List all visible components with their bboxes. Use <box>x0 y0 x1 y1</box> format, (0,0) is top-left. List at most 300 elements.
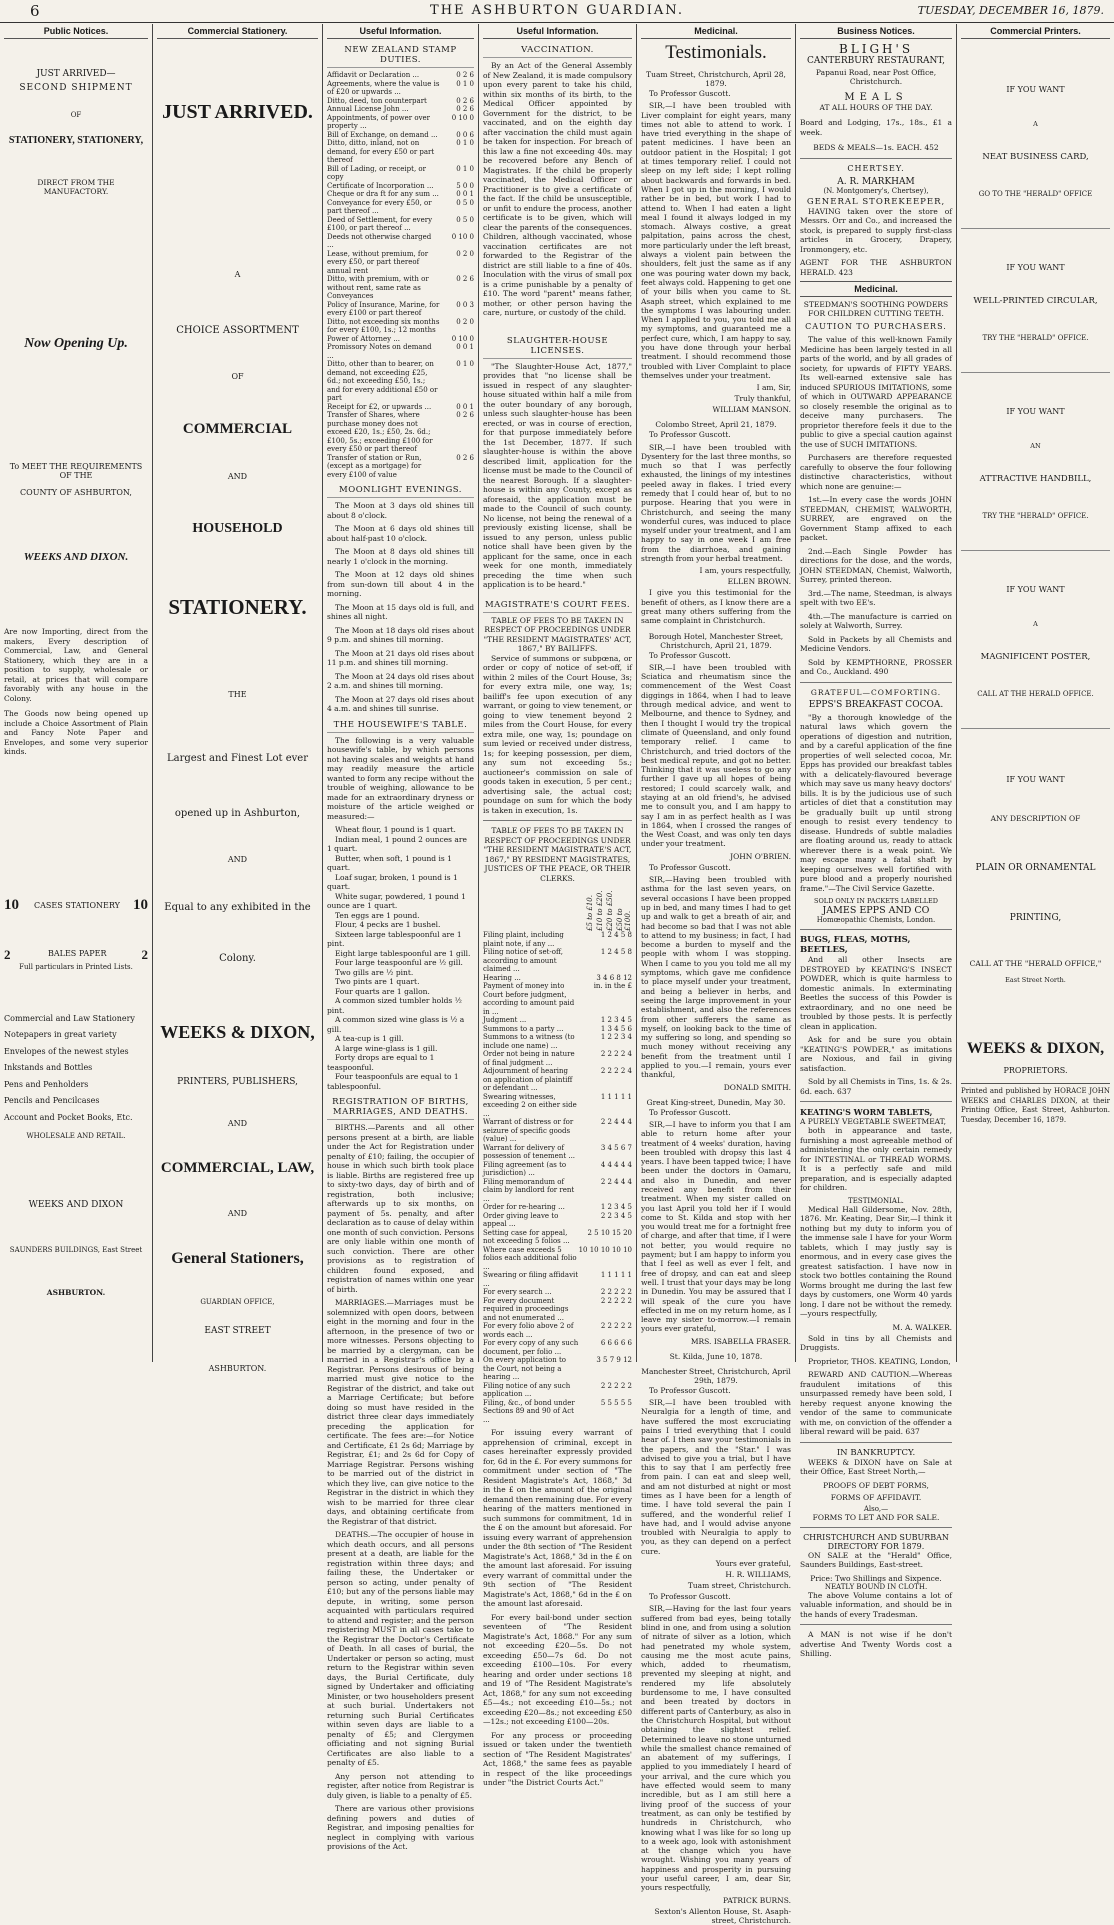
stamp-row <box>327 105 474 114</box>
fee-table-headings <box>483 887 632 931</box>
testimonial-location: Manchester Street, Christchurch, April 29th, 1879. <box>641 1366 791 1385</box>
ad-body-text: Proprietor, THOS. KEATING, London, <box>808 1356 951 1366</box>
stationery-item: Pencils and Pencilcases <box>4 1096 100 1105</box>
ad-line: AGENT FOR THE ASHBURTON HERALD. 423 <box>800 258 952 277</box>
notice-line: SECOND SHIPMENT <box>19 83 133 93</box>
testimonial-name: WILLIAM MANSON. <box>712 405 791 415</box>
stamp-value: 0 0 1 <box>456 190 474 198</box>
stamp-value: 0 2 6 <box>456 96 474 105</box>
testimonial-name: MRS. ISABELLA FRASER. <box>690 1336 791 1346</box>
fee-values: 4 4 4 4 4 <box>600 1160 632 1169</box>
mag-footer-3: For any process or proceeding issued or taken under the twentieth section of "The Resident Magistrates' Act, 1868," the same fees as payable in respect of the like proceedings under "the District Courts Act." <box>483 1730 632 1787</box>
fee-values: 2 5 10 15 20 <box>587 1228 632 1237</box>
testimonial-body: SIR,—I have been troubled with Dysentery for the last three months, so much so that I was perfectly exhausted, the linings of my intestines peeled away in flakes. I tried every remedy that I could hear of, but to no purpose. Hearing that you were in Christchurch, and seeing the many wonderful cures, was induced to place myself under your treatment, and I am happy to say in one week I am free from the diarrhoea, and gaining strength from your herbal treatment. <box>641 442 791 564</box>
printing-ad <box>961 85 1110 229</box>
fee-row <box>483 1297 632 1323</box>
divider <box>800 1101 952 1102</box>
ad-body-text: 2nd.—Each Single Powder has directions for the dose, and the words, JOHN STEEDMAN, Chemist, Walworth, Surrey, printed thereon. <box>800 546 952 584</box>
ad-body-text: HAVING taken over the store of Messrs. Orr and Co., and increased the stock, is prepared to supply first-class articles in Grocery, Drapery, Ironmongery, etc. <box>800 206 952 254</box>
registration-births: BIRTHS.—Parents and all other persons present at a birth, are liable under the Act for Registration under penalty of £10; failing, the occupier of house in which such birth took place is liable. Births are registered free up to sixty-two days, day of birth and of registration, both inclusive; afterwards up to six months, on payment of 5s. penalty, and after declaration as to cause of delay within one month of such conviction. Persons are only liable within one month of such conviction. There are other provisions as to registration of children found exposed, and registration of names within one year of birth. <box>327 1123 474 1294</box>
ad-if: IF YOU WANT <box>1006 585 1065 594</box>
ad-line: OF <box>231 372 244 381</box>
testimonial-body: SIR,—Having for the last four years suffered from bad eyes, being totally blind in one, and from using a solution of nitrate of silver as a lotion, which had penetrated my whole system, causing me the most acute pains, which, added to rheumatism, prevented my sleeping at night, and rendered my life absolutely burdensome to me, I have consulted and been treated by doctors in different parts of Canterbury, as also in the Christchurch Hospital, but without obtaining the slightest relief. Determined to leave no stone unturned while the smallest chance remained of an abatement of my sufferings, I applied to you immediately I heard of your arrival, and the cure which you have effected would seem to many incredible, but as I am still here a living proof of the success of your treatment, as can only be testified by hundreds in Christchurch, who knowing what I was like for so long up to a week ago, look with astonishment at the change which you have wrought. Wishing you many years of happiness and prosperity in pursuing your useful career, I am, dear Sir, yours respectfully, <box>641 1604 791 1893</box>
mag-footer <box>483 1428 632 1788</box>
fee-values: 1 1 1 1 1 <box>600 1092 632 1101</box>
ad-line: PROPRIETORS. <box>1003 1066 1068 1075</box>
fee-values: 2 2 3 4 5 <box>600 1211 632 1220</box>
stationery-item: Pens and Penholders <box>4 1079 89 1089</box>
ad-body-text: The value of this well-known Family Medicine has been largely tested in all parts of the world, and by all grades of society, for upwards of FIFTY YEARS. Its well-earned extensive sale has induced SPURIOUS IMITATIONS, some of which in OUTWARD APPEARANCE so closely resemble the original as to deceive many purchasers. The proprietor therefore feels it due to the public to give a special caution against the use of SUCH IMITATIONS. <box>800 335 952 449</box>
ad-line: CHOICE ASSORTMENT <box>176 325 299 336</box>
housewife-item: Flour, 4 pecks are 1 bushel. <box>335 920 441 929</box>
testimonial-to: To Professor Guscott. <box>649 1107 731 1117</box>
stamp-value: 0 2 6 <box>456 71 474 79</box>
fee-item: Filing notice of any such application ... <box>483 1381 571 1398</box>
ad-line: opened up in Ashburton, <box>174 808 301 819</box>
fee-item: Filing notice of set-off, according to amount claimed ... <box>483 948 563 973</box>
notice-line: DIRECT FROM THE MANUFACTORY. <box>37 178 115 196</box>
stamp-item: Affidavit or Declaration ... <box>327 71 420 79</box>
notice-line: WHOLESALE AND RETAIL. <box>26 1132 126 1140</box>
notice-line: OF <box>70 111 82 119</box>
fee-values: 1 2 4 5 8 <box>600 948 632 956</box>
ad-line: A PURELY VEGETABLE SWEETMEAT, <box>800 1117 946 1126</box>
fee-table-title: TABLE OF FEES TO BE TAKEN IN RESPECT OF PROCEEDINGS UNDER "THE RESIDENT MAGISTRATE'S ACT, 1867," BY RESIDENT MAGISTRATES, JUSTICES OF THE PEACE, OR THEIR CLERKS. <box>483 826 632 883</box>
housewife-item: Sixteen large tablespoonful are 1 pint. <box>327 929 462 948</box>
testimonial-body: SIR,—Having been troubled with asthma for the last seven years, on several occasions I have been propped up in bed, and many times I had to get up and walk to get a breath of air, and had become so bad that I was not able to attend to my business; in fact, I had become a burden to myself and the people with whom I was stopping. When I came to you you told me all my symptoms, which gave me confidence to place myself under your treatment, and being a believer in herbs, and seeing the large improvement in your establishment, and also the references from other sufferers the same as myself, on looking back to the time of my suffering so long, and spending so much money without receiving any benefit from the treatment until I applied to you.—I remain, yours ever thankful, <box>641 875 791 1080</box>
ad-heading: COMMERCIAL <box>182 421 293 437</box>
ad-body-text: ON SALE at the "Herald" Office, Saunders Buildings, East-street. <box>800 1550 952 1569</box>
fee-heading: £5 to £10. <box>586 895 594 931</box>
fee-values: 1 3 4 5 6 <box>600 1024 632 1033</box>
stamp-row <box>327 80 474 97</box>
moon-item: The Moon at 12 days old shines from sun-down till about 4 in the morning. <box>327 570 474 598</box>
fee-values: 2 2 4 4 4 <box>600 1118 632 1126</box>
fee-row <box>483 1271 632 1288</box>
ad-go: CALL AT THE HERALD OFFICE. <box>977 690 1094 698</box>
stamp-item: Ditto, other than to bearer, on demand, not exceeding £25, 6d.; not exceeding £50, 1s.; and for every additional £50 or part <box>327 360 438 402</box>
ad-line: AT ALL HOURS OF THE DAY. <box>819 103 933 112</box>
fee-values: 2 2 2 2 2 <box>600 1296 632 1305</box>
stationery-item: Envelopes of the newest styles <box>4 1046 129 1056</box>
column-medicinal <box>637 26 795 1925</box>
ad-line: East Street North. <box>1005 976 1066 984</box>
stamp-item: Conveyance for every £50, or part thereof ... <box>327 198 432 215</box>
column-header: Medicinal. <box>641 26 791 39</box>
ad-body <box>800 713 952 894</box>
registration-marriages: MARRIAGES.—Marriages must be solemnized with open doors, between eight in the morning and four in the afternoon, in the presence of two or more witnesses. Persons objecting to be married by a clergyman, can be married in a Registrar's office by a Registrar. Persons desirous of being married must give notice to the Registrar of the district, and take out a Marriage Certificate; but before doing so must have resided in the district three clear days immediately preceding the application for certificate. The fees are:—for Notice and Certificate, £1 2s 6d; Marriage by Registrar, £1; and 2s 6d for Copy of Marriage Registrar. Persons wishing to be married out of the district in which they live, can give notice to the Registrar in the district in which they wish to be married for three clear days, and obtaining certificate from the Registrar of that district. <box>327 1298 474 1526</box>
stamp-item: Deed of Settlement, for every £100, or part thereof ... <box>327 215 433 232</box>
stamp-item: Bill of Lading, or receipt, or copy <box>327 164 426 181</box>
stamp-item: Power of Attorney ... <box>327 334 401 343</box>
stamp-item: Cheque or dra ft for any sum ... <box>327 190 439 198</box>
fee-item: Warrant of distress or for seizure of specific goods (value) ... <box>483 1118 574 1143</box>
ad-line: PROOFS OF DEBT FORMS, <box>823 1480 929 1490</box>
ad-heading: IN BANKRUPTCY. <box>836 1447 916 1458</box>
divider <box>800 158 952 159</box>
testimonial-location: Colombo Street, April 21, 1879. <box>655 420 777 430</box>
column-header: Business Notices. <box>800 26 952 39</box>
testimonial <box>641 430 791 563</box>
ad-line: GUARDIAN OFFICE, <box>200 1298 275 1306</box>
fee-row <box>483 931 632 948</box>
stamp-value: 0 2 0 <box>456 317 474 326</box>
fee-item: For every search ... <box>483 1288 552 1296</box>
divider <box>483 820 632 821</box>
testimonial-note <box>641 588 791 625</box>
notice-line: COUNTY OF ASHBURTON, <box>20 488 132 497</box>
printing-ad <box>961 263 1110 373</box>
stamp-value: 0 0 1 <box>456 343 474 351</box>
housewife-intro-text: The following is a very valuable housewife's table, by which persons not having scales and weights at hand may readily measure the article wanted to form any recipe without the trouble of weighing, allowance to be made for an extraordinary dryness or moisture of the article weighed or measured:— <box>327 735 474 821</box>
stamp-item: Ditto, ditto, inland, not on demand, for every £50 or part thereof <box>327 139 435 164</box>
ad-heading: BUGS, FLEAS, MOTHS, BEETLES, <box>800 935 911 955</box>
section-header: Medicinal. <box>800 281 952 297</box>
ad-body-text: "By a thorough knowledge of the natural laws which govern the operations of digestion and nutrition, and by a careful application of the fine properties of well selected cocoa, Mr. Epps has provided our breakfast tables with a delicately-flavoured beverage which may save us many heavy doctors' bills. It is by the judicious use of such articles of diet that a constitution may be gradually built up until strong enough to resist every tendency to disease. Hundreds of subtle maladies are floating around us, ready to attack wherever there is a weak point. We may escape many a fatal shaft by keeping ourselves well fortified with pure blood and a properly nourished frame."—The Civil Service Gazette. <box>800 712 952 893</box>
housewife-item: Indian meal, 1 pound 2 ounces are 1 quart. <box>327 834 467 853</box>
ad-heading: STATIONERY. <box>168 595 307 619</box>
ad-heading: KEATING'S WORM TABLETS, <box>800 1107 933 1117</box>
ad-body-text: Ask for and be sure you obtain "KEATING'S POWDER," as imitations are Noxious, and fail in giving satisfaction. <box>800 1035 952 1073</box>
fee-row <box>483 1288 632 1297</box>
ad-body-text: Sold in tins by all Chemists and Druggists. <box>800 1333 952 1352</box>
fee-row <box>483 982 632 1016</box>
ad-body <box>800 1630 952 1659</box>
fee-values: 1 2 3 4 5 <box>600 1203 632 1211</box>
divider <box>800 1442 952 1443</box>
fee-row <box>483 1356 632 1382</box>
testimonial-sign: I am, yours respectfully, <box>699 566 791 576</box>
fee-item: Order giving leave to appeal ... <box>483 1211 559 1228</box>
ad-signature: M. A. WALKER. <box>892 1322 952 1332</box>
ad-line: Largest and Finest Lot ever <box>167 753 308 764</box>
fee-item: For every copy of any such document, per folio ... <box>483 1339 579 1356</box>
notice-heading: WEEKS AND DIXON <box>28 1200 124 1210</box>
ad-line: PRINTERS, PUBLISHERS, <box>177 1077 298 1087</box>
stamp-value: 0 0 1 <box>456 402 474 411</box>
ad-go: TRY THE "HERALD" OFFICE. <box>982 334 1089 342</box>
moon-list <box>327 501 474 714</box>
ad-line: Homœopathic Chemists, London. <box>816 916 936 924</box>
ad-go: GO TO THE "HERALD" OFFICE <box>978 190 1093 198</box>
ad-line: AND <box>227 855 248 864</box>
fee-item: Order not being in nature of final judgment ... <box>483 1050 575 1067</box>
registration-text <box>327 1123 474 1852</box>
stamp-value: 0 10 0 <box>451 334 474 343</box>
fee-item: Filing memorandum of claim by landlord for rent ... <box>483 1177 575 1203</box>
stamp-value: 0 5 0 <box>456 215 474 224</box>
fee-item: Summons to a party ... <box>483 1024 564 1033</box>
fee-row <box>483 1067 632 1093</box>
vaccination-body: By an Act of the General Assembly of New Zealand, it is made compulsory upon every parent to take his child, within six months of its birth, to the Medical Officer appointed by Government for the district, to be vaccinated, and on the eighth day after vaccination the child must again be taken for inspection. For breach of this law a fine not exceeding 40s. may be recovered before any Bench of Magistrates. If the child be properly vaccinated, the Medical Officer or Practitioner is to give a certificate of the fact. If the child be unsusceptible, or unfit to endure the process, another certificate is to be given, which will clear the parents of the consequences. Children, although vaccinated, whose vaccination certificates are not forwarded to the Registrar of the district are still liable to a fine of 40s. Inoculation with the virus of small pox is a crime punishable by a penalty of £10. The word "parent" means father, mother, or other person having the care, nurture, or custody of the child. <box>483 61 632 317</box>
ad-line: TESTIMONIAL. <box>848 1196 904 1205</box>
moon-item: The Moon at 15 days old is full, and shines all night. <box>327 602 474 621</box>
fee-values: 5 5 5 5 5 <box>600 1398 632 1407</box>
testimonial-body: SIR,—I have been troubled with Liver complaint for eight years, many times not able to attend to work. I have tried everything in the shape of patent medicines. I have been an outdoor patient in the Hospital; I got at times temporary relief. I could not sleep on my left side; I kept rolling about backwards and forwards in bed. When I got up in the morning, I would rather be in bed, but work I had to attend to. When I had eaten a light meal I found it always lodged in my stomach. Always costive, a great palpitation, pains across the chest, more particularly under the left breast, always a violent pain between the shoulders, felt just the same as if any one was pouring water down my back, feet always cold. Happening to get one of your bills when you came to St. Asaph street, which explained to me the symptoms I was labouring under. When I applied to you, you told me all my symptoms, and guaranteed me a perfect cure, which, I am happy to say, you have done through your herbal treatment. I should recommend those troubled with Liver Complaint to place themselves under your treatment. <box>641 101 791 380</box>
ad-line: SOLD ONLY IN PACKETS LABELLED <box>814 897 938 905</box>
stamp-item: Certificate of Incorporation ... <box>327 181 434 190</box>
stamp-value: 0 1 0 <box>456 360 474 368</box>
cases-number: 10 <box>133 896 148 913</box>
stationery-item: Commercial and Law Stationery <box>4 1013 135 1023</box>
stamp-row <box>327 343 474 360</box>
ad-line: CANTERBURY RESTAURANT, <box>807 56 945 66</box>
column-useful-information-2 <box>479 26 636 1787</box>
slaughter-body: "The Slaughter-House Act, 1877," provides that "no license shall be issued in respect of any slaughter-house situated within half a mile from the outer boundary of any borough, unless such slaughter-house has been erected, or was in course of erection, for that purpose immediately before the 1st December, 1877. If such slaughter-house is within the above described limit, application for the license must be made to the Council of the nearest Borough. If a slaughter-house is within any County, except as aforesaid, the application must be made to the Council of such county. No license, not being the renewal of a previously existing license, shall be issued to any person, unless public notice shall have been given by the applicant for the same, once in each week for one month, immediately preceding the time when such application is to be heard." <box>483 361 632 589</box>
stamp-duties-table <box>327 71 474 479</box>
testimonial-sign: Yours ever grateful, <box>715 1559 791 1569</box>
fee-item: Order for re-hearing ... <box>483 1203 565 1211</box>
housewife-item: Ten eggs are 1 pound. <box>335 910 420 920</box>
ad-line: EAST STREET <box>204 1326 271 1336</box>
fee-row <box>483 1382 632 1399</box>
ad-if: IF YOU WANT <box>1006 263 1065 272</box>
ad-body <box>800 207 952 255</box>
fee-values: 1 2 4 5 8 <box>600 931 632 939</box>
column-commercial-printers <box>957 26 1114 1360</box>
fee-values: 2 2 2 2 2 <box>600 1322 632 1330</box>
testimonial <box>641 89 791 380</box>
ad-line: ASHBURTON. <box>208 1364 267 1373</box>
section-title: MAGISTRATE'S COURT FEES. <box>483 600 632 613</box>
moon-item: The Moon at 8 days old shines till nearly 1 o'clock in the morning. <box>327 547 474 566</box>
stamp-row <box>327 199 474 216</box>
stamp-row <box>327 250 474 276</box>
ad-heading: STEEDMAN'S SOOTHING POWDERS FOR CHILDREN CUTTING TEETH. <box>803 300 949 318</box>
testimonial-location: Tuam Street, Christchurch, April 28, 1879. <box>646 70 786 88</box>
fee-row <box>483 1229 632 1246</box>
ad-body-text: A MAN is not wise if he don't advertise And Twenty Words cost a Shilling. <box>800 1630 952 1658</box>
ad-line: Board and Lodging, 17s., 18s., £1 a week. <box>800 118 952 137</box>
stamp-value: 0 10 0 <box>451 232 474 241</box>
ad-if: IF YOU WANT <box>1006 407 1065 416</box>
fee-item: Summons to a witness (to include one name) ... <box>483 1033 575 1050</box>
fee-values: 10 10 10 10 10 <box>578 1245 632 1254</box>
moon-item: The Moon at 18 days old rises about 9 p.m. and shines till morning. <box>327 625 474 644</box>
notice-heading: STATIONERY, STATIONERY, <box>8 135 144 146</box>
fee-values: 2 2 4 4 4 <box>600 1177 632 1186</box>
mag-footer-2: For every bail-bond under section seventeen of "The Resident Magistrate's Act, 1868." For any sum not exceeding £20—5s. Do not exceeding £50—7s 6d. Do not exceeding £100—10s. For every hearing and order under sections 18 and 19 of "The Resident Magistrate's Act, 1868," for any sum not exceeding £5—4s.; not exceeding £10—5s.; not exceeding £20—8s.; not exceeding £50—12s.; not exceeding £100—20s. <box>483 1612 632 1726</box>
column-header: Useful Information. <box>327 26 474 39</box>
column-business-notices <box>796 26 956 1658</box>
stamp-value: 0 2 0 <box>456 249 474 258</box>
ad-line: Also,— <box>863 1504 889 1513</box>
stamp-value: 0 2 6 <box>456 275 474 283</box>
stamp-item: Policy of Insurance, Marine, for every £100 or part thereof <box>327 300 440 317</box>
stamp-row <box>327 411 474 454</box>
section-title: SLAUGHTER-HOUSE LICENSES. <box>483 336 632 359</box>
ad-line: THE <box>228 690 247 699</box>
testimonial-location: Great King-street, Dunedin, May 30. <box>646 1097 786 1107</box>
fee-row <box>483 1212 632 1229</box>
imprint: Printed and published by HORACE JOHN WEEKS and CHARLES DIXON, at their Printing Office, East Street, Ashburton. Tuesday, December 16, 1879. <box>961 1083 1110 1125</box>
testimonial-location: Borough Hotel, Manchester Street, Christchurch, April 21, 1879. <box>648 631 784 650</box>
fee-values: 6 6 6 6 6 <box>600 1339 632 1347</box>
fee-item: Judgment ... <box>483 1016 527 1024</box>
notice-line: SAUNDERS BUILDINGS, East Street <box>9 1246 143 1254</box>
notice-body: The Goods now being opened up include a Choice Assortment of Plain and Fancy Note Paper and Envelopes, and some very superior kinds. <box>4 709 148 756</box>
stamp-value: 0 5 0 <box>456 198 474 207</box>
ad-line: CHERTSEY. <box>847 163 905 173</box>
testimonial-to: To Professor Guscott. <box>649 650 731 660</box>
notice-heading: Now Opening Up. <box>24 336 128 351</box>
moon-item: The Moon at 24 days old rises about 2 a.m. and shines till morning. <box>327 671 474 690</box>
notice-line: Full particulars in Printed Lists. <box>19 962 133 971</box>
testimonial-name: PATRICK BURNS. <box>723 1895 791 1905</box>
fee-row <box>483 1203 632 1212</box>
ad-heading: WEEKS & DIXON, <box>966 1040 1105 1057</box>
testimonial <box>641 1592 791 1893</box>
housewife-item: Four quarts are 1 gallon. <box>335 986 430 996</box>
bales-line <box>4 947 148 961</box>
testimonial <box>641 1386 791 1556</box>
fee-values: 3 4 5 6 7 <box>600 1143 632 1152</box>
ad-body-text: 4th.—The manufacture is carried on solely at Walworth, Surrey. <box>800 611 952 630</box>
ad-heading: BLIGH'S <box>838 42 914 56</box>
column-header: Commercial Stationery. <box>157 26 318 39</box>
stationery-item: Inkstands and Bottles <box>4 1063 93 1072</box>
printing-ad <box>961 585 1110 729</box>
divider <box>800 1527 952 1528</box>
cases-line <box>4 897 148 919</box>
fee-values: in. in the £ <box>593 982 632 990</box>
ad-body-text: Sold by KEMPTHORNE, PROSSER and Co., Auckland. 490 <box>800 657 952 676</box>
ad-line: A <box>234 270 241 279</box>
stamp-value: 0 0 6 <box>456 130 474 139</box>
ad-heading: A. R. MARKHAM <box>837 176 915 187</box>
court-fees-table <box>483 931 632 1424</box>
fee-item: Swearing or filing affidavit ... <box>483 1271 579 1288</box>
testimonial-sign: Truly thankful, <box>734 394 791 404</box>
ad-body <box>800 335 952 677</box>
fee-heading: £50 to £100. <box>616 908 632 931</box>
section-title: VACCINATION. <box>483 45 632 58</box>
stationery-list <box>4 1011 148 1127</box>
mag-text <box>483 654 632 816</box>
ad-heading: CHRISTCHURCH AND SUBURBAN DIRECTORY FOR 1879. <box>803 1532 949 1551</box>
testimonial-body: SIR,—I have been troubled with Sciatica and rheumatism since the commencement of the West Coast diggings in 1864, when I had to leave through medical advice, and went to Melbourne, and thence to Sydney, and then I thought I would try the tropical climate of Queensland, and only found temporary relief. I came to Christchurch, and tried doctors of the best medical repute, and got no better. Thinking that it was useless to go any further I gave up all hopes of being restored; I could scarcely walk, and staying at an old friend's, he advised me to consult you, and I am happy to say I am in as perfect health as I was in 1864, when I crossed the ranges of the West Coast, and was only ten days under your treatment. <box>641 662 791 849</box>
fee-row <box>483 1161 632 1178</box>
stamp-row <box>327 233 474 250</box>
ad-what: NEAT BUSINESS CARD, <box>982 152 1089 162</box>
ad-line: PRINTING, <box>1009 913 1062 923</box>
housewife-item: A tea-cup is 1 gill. <box>335 1034 404 1043</box>
bales-number: 2 <box>4 946 11 962</box>
ad-line: ANY DESCRIPTION OF <box>990 814 1081 823</box>
fee-values: 2 2 2 2 2 <box>600 1288 632 1296</box>
fee-row <box>483 1093 632 1119</box>
fee-heading: £20 to £50. <box>606 890 614 931</box>
housewife-item: Two pints are 1 quart. <box>335 977 420 986</box>
stamp-value: 0 1 0 <box>456 139 474 147</box>
stamp-row <box>327 335 474 344</box>
ad-heading: EPPS'S BREAKFAST COCOA. <box>808 699 944 710</box>
divider <box>800 682 952 683</box>
ad-line: FORMS TO LET AND FOR SALE. <box>812 1512 940 1522</box>
notice-body: Are now Importing, direct from the makers, Every description of Commercial, Law, and General Stationery, which they are in a position to supply, wholesale or retail, at prices that will compare favorably with any house in the Colony. <box>4 627 148 703</box>
registration-notice: Any person not attending to register, after notice from Registrar is duly given, is liable to a penalty of £5. <box>327 1771 474 1800</box>
mag-footer-1: For issuing every warrant of apprehension of criminal, except in cases hereinafter expressly provided for, 6d in the £. For every summons for commitment under section of "The Resident Magistrate's Act, 1868," 3d in the £ on the amount of the original demand then remaining due. For every hearing of the matters mentioned in such summons for commitment, 1d in the £ on the amount but aforesaid. For issuing every warrant of apprehension under the 8th section of "The Resident Magistrate's Act, 1868," 3d in the £ on the amount last aforesaid. For issuing every warrant of committal under the 9th section of "The Resident Magistrate's Act, 1868," 6d in the £ on the amount last aforesaid. <box>483 1428 632 1608</box>
notice-heading: WEEKS AND DIXON. <box>23 551 129 563</box>
housewife-item: Forty drops are equal to 1 teaspoonful. <box>327 1053 435 1072</box>
ad-article: AN <box>1030 442 1041 450</box>
stamp-row <box>327 114 474 131</box>
housewife-item: Two gills are ½ pint. <box>335 967 414 977</box>
housewife-item: A common sized tumbler holds ½ pint. <box>327 996 462 1015</box>
ad-body-text: Sold by all Chemists in Tins, 1s. & 2s. 6d. each. 637 <box>800 1077 952 1096</box>
vaccination-text <box>483 61 632 318</box>
mag-body: Service of summons or subpœna, or order or copy of notice of set-off, if within 2 miles of the Court House, 3s; for every extra mile, one way, 1s; bailiff's fee upon execution of any warrant, or going to view tenement, or going to view tenement beyond 2 miles from the Court House, for every extra mile, one way, 1s; poundage on sum levied or received under distress, 1s; for keeping possession, per diem, any sum not exceeding 5s.; auctioneer's commission on sale of goods taken in execution, 5 per cent.; advertising sale, the actual cost; poundage on sum for which the body is taken in execution, 1s. <box>483 653 632 815</box>
stamp-value: 0 1 0 <box>456 79 474 88</box>
ad-body <box>800 1205 952 1319</box>
stamp-row <box>327 216 474 233</box>
fee-row <box>483 1399 632 1425</box>
fee-values: 3 5 7 9 12 <box>596 1356 632 1364</box>
stamp-value: 0 1 0 <box>456 164 474 173</box>
fee-row <box>483 948 632 974</box>
divider <box>800 1624 952 1625</box>
fee-item: Filing, &c., of bond under Sections 89 and 90 of Act ... <box>483 1398 575 1424</box>
section-title: THE HOUSEWIFE'S TABLE. <box>327 720 474 733</box>
registration-deaths: DEATHS.—The occupier of house in which death occurs, and all persons present at a death, are liable for the registration within three days; and failing these, the Undertaker or person so acting, under penalty of £10; but any of the persons liable may depute, in writing, some person acquainted with particulars required to attend and register; and the person registering MUST in all cases take to the Registrar the Doctor's Certificate of Death. In all cases of burial, the Undertaker or person so acting, must return to the Registrar within seven days, the Burial Certificate, duly signed by Undertaker and officiating Minister, or two householders present at such burial. Undertakers not returning such Burial Certificates within seven days are liable to a penalty of £5; and Clergymen officiating and not signing Burial Certificates are also liable to a penalty of £5. <box>327 1530 474 1767</box>
testimonial-name: DONALD SMITH. <box>723 1082 791 1092</box>
stamp-value: 0 0 3 <box>456 300 474 309</box>
fee-row <box>483 1016 632 1025</box>
ad-body-text: REWARD AND CAUTION.—Whereas fraudulent imitations of this unsurpassed remedy have been sold, I hereby request anyone knowing the vendor of the same to communicate with me, on conviction of the offender a liberal reward will be paid. 637 <box>800 1370 952 1436</box>
stamp-row <box>327 131 474 140</box>
testimonial-address: Tuam street, Christchurch. <box>687 1581 791 1591</box>
fee-item: Adjournment of hearing on application of plaintiff or defendant ... <box>483 1067 573 1092</box>
fee-row <box>483 1339 632 1356</box>
notice-line: ASHBURTON. <box>46 1288 106 1297</box>
section-title: REGISTRATION OF BIRTHS, MARRIAGES, AND DEATHS. <box>327 1097 474 1120</box>
stamp-value: 5 0 0 <box>456 181 474 190</box>
ad-line: GENERAL STOREKEEPER, <box>806 196 946 207</box>
fee-item: On every application to the Court, not being a hearing ... <box>483 1356 566 1381</box>
ad-heading: JUST ARRIVED. <box>162 101 313 123</box>
housewife-item: Four teaspoonfuls are equal to 1 tablespoonful. <box>327 1072 459 1091</box>
stamp-value: 0 10 0 <box>451 113 474 122</box>
ad-line: Price: Two Shillings and Sixpence. <box>810 1573 942 1583</box>
stamp-row <box>327 454 474 480</box>
testimonial-name: H. R. WILLIAMS, <box>725 1570 791 1580</box>
notice-line: To MEET THE REQUIREMENTS OF THE <box>9 462 143 480</box>
fee-values: 2 2 2 2 4 <box>600 1050 632 1058</box>
stamp-row <box>327 318 474 335</box>
ad-body-text: Sold in Packets by all Chemists and Medicine Vendors. <box>800 634 952 653</box>
column-header: Public Notices. <box>4 26 148 39</box>
testimonial-location: St. Kilda, June 10, 1878. <box>669 1351 763 1361</box>
ad-body-text: The above Volume contains a lot of valuable information, and should be in the hands of every Tradesman. <box>800 1590 952 1619</box>
testimonial-address: Sexton's Allenton House, St. Asaph-street, Christchurch. <box>654 1906 791 1925</box>
ad-heading: General Stationers, <box>171 1250 304 1267</box>
testimonial-note-text: I give you this testimonial for the benefit of others, as I know there are a great many others suffering from the same complaint in Christchurch. <box>641 588 791 626</box>
ad-line: Equal to any exhibited in the <box>164 902 311 913</box>
moon-item: The Moon at 21 days old rises about 11 p.m. and shines till morning. <box>327 648 474 667</box>
ad-line: AND <box>227 1119 248 1128</box>
ad-body <box>800 1551 952 1570</box>
fee-item: Filing plaint, including plaint note, if any ... <box>483 931 564 948</box>
ad-body <box>800 1458 952 1477</box>
notice-line: JUST ARRIVED— <box>36 69 116 79</box>
testimonials-heading: Testimonials. <box>665 42 767 63</box>
cases-number: 10 <box>4 896 19 913</box>
housewife-item: Eight large tablespoonful are 1 gill. <box>335 948 471 958</box>
cases-label: CASES STATIONERY <box>34 900 120 910</box>
stamp-row <box>327 360 474 403</box>
testimonial-name: JOHN O'BRIEN. <box>730 851 791 861</box>
stamp-item: Agreements, where the value is of £20 or upwards ... <box>327 79 440 96</box>
